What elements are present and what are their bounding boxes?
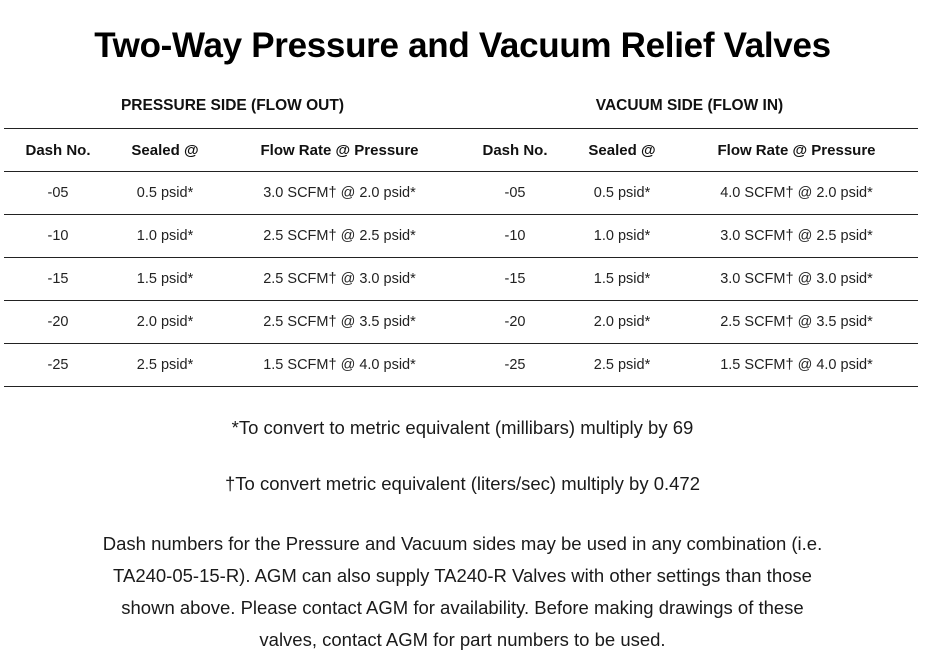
vacuum-dash-no-header: Dash No.: [461, 129, 569, 172]
vacuum-sealed-header: Sealed @: [569, 129, 675, 172]
table-header-row: [4, 129, 918, 172]
valve-settings-table: [4, 128, 918, 387]
vacuum-dash-no: -10: [461, 215, 569, 258]
table-row: [4, 301, 918, 344]
vacuum-dash-no: -25: [461, 344, 569, 387]
pressure-dash-no: -10: [4, 215, 112, 258]
pressure-dash-no: -20: [4, 301, 112, 344]
metric-pressure-note: *To convert to metric equivalent (millibars) multiply by 69: [231, 417, 694, 438]
pressure-sealed-header: Sealed @: [112, 129, 218, 172]
vacuum-flow-rate: 1.5 SCFM† @ 4.0 psid*: [675, 344, 918, 387]
pressure-dash-no: -05: [4, 172, 112, 215]
pressure-flow-rate: 3.0 SCFM† @ 2.0 psid*: [218, 172, 461, 215]
vacuum-flow-rate: 4.0 SCFM† @ 2.0 psid*: [675, 172, 918, 215]
vacuum-sealed: 1.0 psid*: [569, 215, 675, 258]
vacuum-dash-no: -05: [461, 172, 569, 215]
vacuum-dash-no: -20: [461, 301, 569, 344]
pressure-flow-rate: 1.5 SCFM† @ 4.0 psid*: [218, 344, 461, 387]
pressure-sealed: 2.0 psid*: [112, 301, 218, 344]
vacuum-dash-no: -15: [461, 258, 569, 301]
pressure-side-heading: PRESSURE SIDE (FLOW OUT): [120, 97, 345, 114]
pressure-flow-rate: 2.5 SCFM† @ 3.0 psid*: [218, 258, 461, 301]
vacuum-flow-rate: 3.0 SCFM† @ 3.0 psid*: [675, 258, 918, 301]
pressure-flow-rate-header: Flow Rate @ Pressure: [218, 129, 461, 172]
table-row: [4, 215, 918, 258]
vacuum-flow-rate-header: Flow Rate @ Pressure: [675, 129, 918, 172]
table-row: [4, 344, 918, 387]
vacuum-sealed: 1.5 psid*: [569, 258, 675, 301]
vacuum-sealed: 2.5 psid*: [569, 344, 675, 387]
pressure-dash-no: -15: [4, 258, 112, 301]
pressure-sealed: 1.5 psid*: [112, 258, 218, 301]
vacuum-sealed: 2.0 psid*: [569, 301, 675, 344]
pressure-sealed: 0.5 psid*: [112, 172, 218, 215]
vacuum-side-heading: VACUUM SIDE (FLOW IN): [595, 97, 784, 114]
pressure-sealed: 2.5 psid*: [112, 344, 218, 387]
table-row: [4, 172, 918, 215]
vacuum-sealed: 0.5 psid*: [569, 172, 675, 215]
vacuum-flow-rate: 2.5 SCFM† @ 3.5 psid*: [675, 301, 918, 344]
pressure-dash-no: -25: [4, 344, 112, 387]
pressure-flow-rate: 2.5 SCFM† @ 2.5 psid*: [218, 215, 461, 258]
pressure-sealed: 1.0 psid*: [112, 215, 218, 258]
combination-paragraph: Dash numbers for the Pressure and Vacuum sides may be used in any combination (i.e. TA240-05-15-R). AGM can also supply TA240-R Valves with other settings than those shown above. Please contact AGM for availability. Before making drawings of these valves, contact AGM for part numbers to be used.: [102, 533, 823, 650]
vacuum-flow-rate: 3.0 SCFM† @ 2.5 psid*: [675, 215, 918, 258]
metric-flow-note: †To convert metric equivalent (liters/sec) multiply by 0.472: [224, 473, 701, 494]
pressure-flow-rate: 2.5 SCFM† @ 3.5 psid*: [218, 301, 461, 344]
page-title: Two-Way Pressure and Vacuum Relief Valves: [94, 26, 831, 65]
table-row: [4, 258, 918, 301]
pressure-dash-no-header: Dash No.: [4, 129, 112, 172]
